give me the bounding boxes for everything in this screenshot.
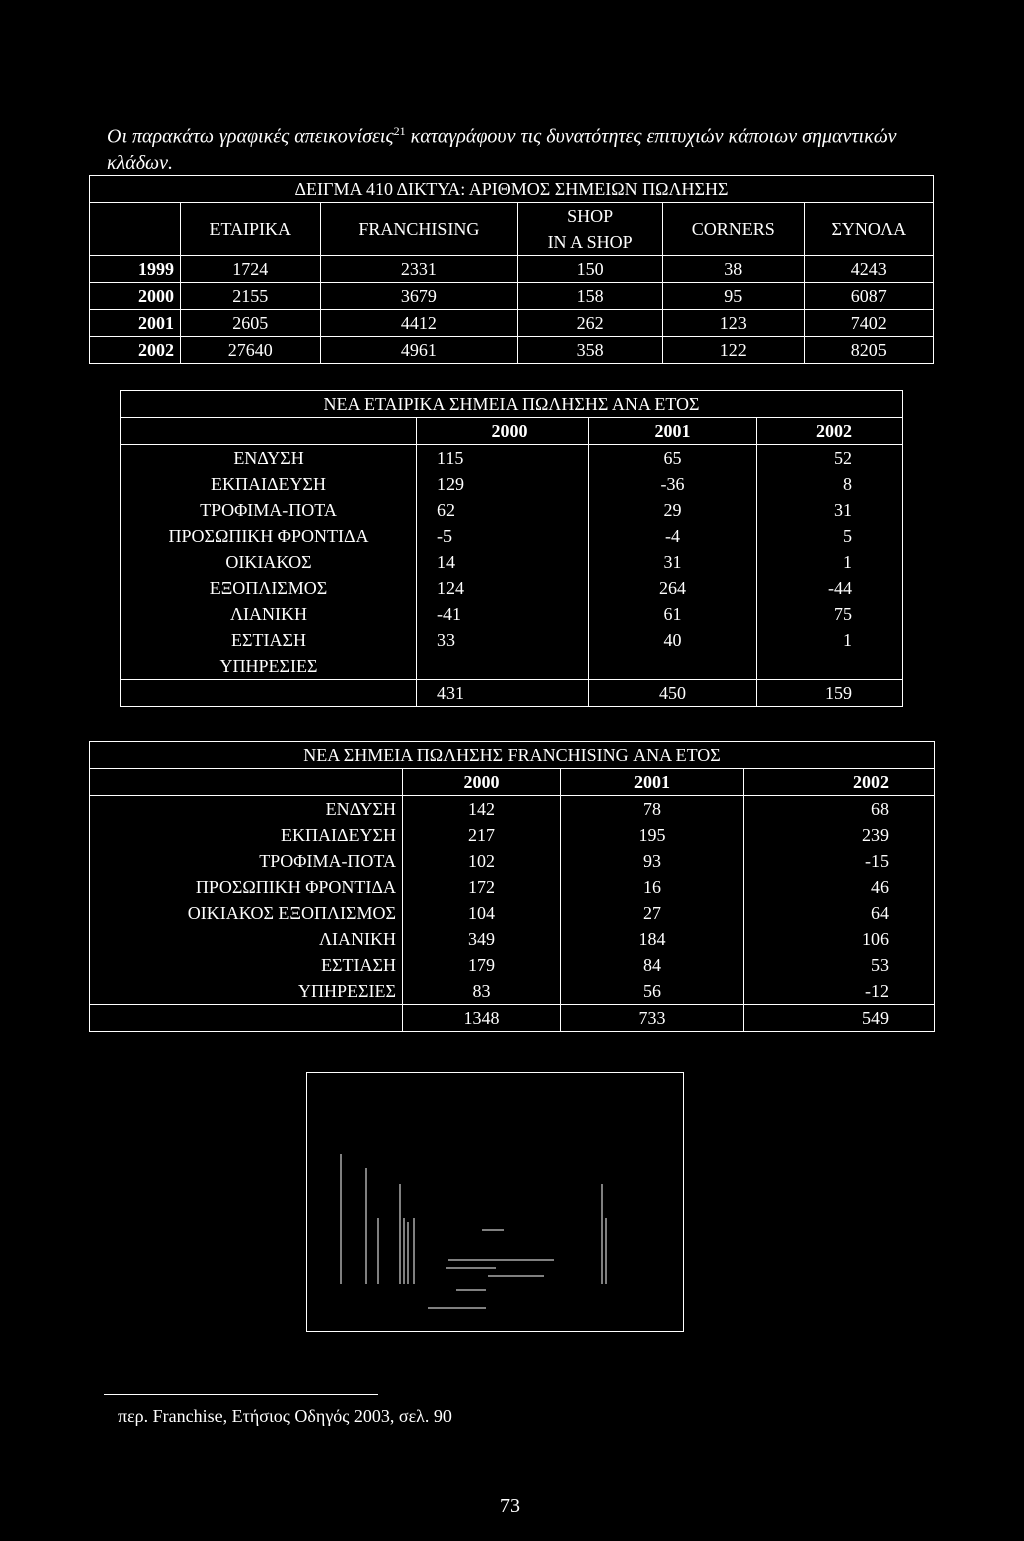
table3-cell: 27 bbox=[561, 900, 744, 926]
table2-row bbox=[121, 627, 903, 653]
table3-row bbox=[90, 822, 935, 848]
table3-row-label: ΟΙΚΙΑΚΟΣ ΕΞΟΠΛΙΣΜΟΣ bbox=[90, 900, 403, 926]
table1-cell: 4412 bbox=[320, 310, 518, 337]
table2-cell: 31 bbox=[589, 549, 757, 575]
table3-total: 733 bbox=[561, 1005, 744, 1032]
table1-cell: 150 bbox=[518, 256, 663, 283]
table3-cell: 217 bbox=[403, 822, 561, 848]
table2-row-label: ΕΚΠΑΙΔΕΥΣΗ bbox=[121, 471, 417, 497]
table2-row bbox=[121, 549, 903, 575]
table1-row bbox=[90, 337, 934, 364]
table2-cell: 264 bbox=[589, 575, 757, 601]
table3-cell: -15 bbox=[744, 848, 935, 874]
table3-row-label: ΕΝΔΥΣΗ bbox=[90, 796, 403, 823]
table3-cell: 104 bbox=[403, 900, 561, 926]
table2-cell: -36 bbox=[589, 471, 757, 497]
table2-cell: 115 bbox=[417, 445, 589, 472]
table1-cell: 4961 bbox=[320, 337, 518, 364]
table1-year: 2000 bbox=[90, 283, 181, 310]
table2-cell: 65 bbox=[589, 445, 757, 472]
table1-corner-cell bbox=[90, 203, 181, 256]
table3-cell: 142 bbox=[403, 796, 561, 823]
page-number: 73 bbox=[500, 1495, 520, 1517]
table1-cell: 4243 bbox=[804, 256, 933, 283]
table2-row-label: ΛΙΑΝΙΚΗ bbox=[121, 601, 417, 627]
table2-row-label: ΤΡΟΦΙΜΑ-ΠΟΤΑ bbox=[121, 497, 417, 523]
table3-cell: 239 bbox=[744, 822, 935, 848]
table2-row bbox=[121, 575, 903, 601]
table3-cell: -12 bbox=[744, 978, 935, 1005]
table2-year: 2000 bbox=[417, 418, 589, 445]
table1-header: FRANCHISING bbox=[320, 203, 518, 256]
table3-row-label: ΤΡΟΦΙΜΑ-ΠΟΤΑ bbox=[90, 848, 403, 874]
table3-cell: 93 bbox=[561, 848, 744, 874]
table2-cell: 124 bbox=[417, 575, 589, 601]
table3-row-label: ΕΣΤΙΑΣΗ bbox=[90, 952, 403, 978]
table2-row bbox=[121, 445, 903, 472]
table3-cell: 56 bbox=[561, 978, 744, 1005]
table3-cell: 78 bbox=[561, 796, 744, 823]
table1-header: ΕΤΑΙΡΙΚΑ bbox=[181, 203, 321, 256]
table3-cell: 179 bbox=[403, 952, 561, 978]
table3-cell: 68 bbox=[744, 796, 935, 823]
table1-cell: 158 bbox=[518, 283, 663, 310]
table2-total: 159 bbox=[757, 680, 903, 707]
table2-row-label: ΟΙΚΙΑΚΟΣ bbox=[121, 549, 417, 575]
table1-cell: 2331 bbox=[320, 256, 518, 283]
figure-marks bbox=[341, 1154, 606, 1308]
table1-cell: 358 bbox=[518, 337, 663, 364]
table3-title: ΝΕΑ ΣΗΜΕΙΑ ΠΩΛΗΣΗΣ FRANCHISING ΑΝΑ ΕΤΟΣ bbox=[90, 742, 935, 769]
table2-year: 2001 bbox=[589, 418, 757, 445]
table2-row bbox=[121, 653, 903, 680]
table2-cell: 1 bbox=[757, 627, 903, 653]
table2-cell: 129 bbox=[417, 471, 589, 497]
table1-year: 1999 bbox=[90, 256, 181, 283]
table3-cell: 64 bbox=[744, 900, 935, 926]
table2-cell: -41 bbox=[417, 601, 589, 627]
sales-points-table bbox=[89, 175, 934, 364]
table3-cell: 84 bbox=[561, 952, 744, 978]
table2-cell: 52 bbox=[757, 445, 903, 472]
table1-cell: 2155 bbox=[181, 283, 321, 310]
footnote-ref: 21 bbox=[393, 124, 406, 138]
table1-header: CORNERS bbox=[662, 203, 804, 256]
table3-row bbox=[90, 926, 935, 952]
table3-cell: 46 bbox=[744, 874, 935, 900]
table1-cell: 6087 bbox=[804, 283, 933, 310]
table3-cell: 106 bbox=[744, 926, 935, 952]
table3-cell: 184 bbox=[561, 926, 744, 952]
table3-row-label: ΕΚΠΑΙΔΕΥΣΗ bbox=[90, 822, 403, 848]
table2-row-label: ΥΠΗΡΕΣΙΕΣ bbox=[121, 653, 417, 680]
new-company-points-table bbox=[120, 390, 903, 707]
table2-cell: 5 bbox=[757, 523, 903, 549]
table2-row bbox=[121, 601, 903, 627]
table3-cell: 53 bbox=[744, 952, 935, 978]
table2-row-label: ΠΡΟΣΩΠΙΚΗ ΦΡΟΝΤΙΔΑ bbox=[121, 523, 417, 549]
table1-title: ΔΕΙΓΜΑ 410 ΔΙΚΤΥΑ: ΑΡΙΘΜΟΣ ΣΗΜΕΙΩΝ ΠΩΛΗΣΗΣ bbox=[90, 176, 934, 203]
table2-row bbox=[121, 471, 903, 497]
intro-text: Οι παρακάτω γραφικές απεικονίσεις bbox=[107, 125, 394, 148]
chart-figure bbox=[306, 1072, 684, 1332]
table1-cell: 123 bbox=[662, 310, 804, 337]
table1-year: 2002 bbox=[90, 337, 181, 364]
table2-cell: 14 bbox=[417, 549, 589, 575]
table2-cell: 61 bbox=[589, 601, 757, 627]
table2-cell: 40 bbox=[589, 627, 757, 653]
table3-cell: 16 bbox=[561, 874, 744, 900]
table3-cell: 102 bbox=[403, 848, 561, 874]
table2-cell: -5 bbox=[417, 523, 589, 549]
table2-cell: -4 bbox=[589, 523, 757, 549]
table3-row-label: ΠΡΟΣΩΠΙΚΗ ΦΡΟΝΤΙΔΑ bbox=[90, 874, 403, 900]
table2-cell bbox=[757, 653, 903, 680]
table3-corner-cell bbox=[90, 769, 403, 796]
table2-total-label bbox=[121, 680, 417, 707]
table3-total: 1348 bbox=[403, 1005, 561, 1032]
table2-row bbox=[121, 523, 903, 549]
table1-row bbox=[90, 310, 934, 337]
footnote: περ. Franchise, Ετήσιος Οδηγός 2003, σελ. 90 bbox=[118, 1406, 452, 1426]
table2-cell: 1 bbox=[757, 549, 903, 575]
table2-cell: 31 bbox=[757, 497, 903, 523]
table2-cell: 33 bbox=[417, 627, 589, 653]
table2-year: 2002 bbox=[757, 418, 903, 445]
intro-text-2: καταγράφουν τις δυνατότητες επιτυχιών κάποιων σημαντικών κλάδων. bbox=[107, 125, 897, 174]
table3-cell: 83 bbox=[403, 978, 561, 1005]
table1-header: ΣΥΝΟΛΑ bbox=[804, 203, 933, 256]
table2-cell bbox=[417, 653, 589, 680]
table1-year: 2001 bbox=[90, 310, 181, 337]
table3-cell: 349 bbox=[403, 926, 561, 952]
table1-cell: 1724 bbox=[181, 256, 321, 283]
table2-total: 450 bbox=[589, 680, 757, 707]
table1-cell: 8205 bbox=[804, 337, 933, 364]
table3-row-label: ΥΠΗΡΕΣΙΕΣ bbox=[90, 978, 403, 1005]
table1-cell: 7402 bbox=[804, 310, 933, 337]
table2-row bbox=[121, 497, 903, 523]
table3-row bbox=[90, 796, 935, 823]
table2-row-label: ΕΝΔΥΣΗ bbox=[121, 445, 417, 472]
table1-row bbox=[90, 256, 934, 283]
table3-total-label bbox=[90, 1005, 403, 1032]
table1-cell: 3679 bbox=[320, 283, 518, 310]
table2-row-label: ΕΞΟΠΛΙΣΜΟΣ bbox=[121, 575, 417, 601]
table2-cell: 62 bbox=[417, 497, 589, 523]
table2-title: ΝΕΑ ΕΤΑΙΡΙΚΑ ΣΗΜΕΙΑ ΠΩΛΗΣΗΣ ΑΝΑ ΕΤΟΣ bbox=[121, 391, 903, 418]
figure-frame bbox=[307, 1073, 684, 1332]
table3-cell: 172 bbox=[403, 874, 561, 900]
table3-row bbox=[90, 874, 935, 900]
table3-year: 2001 bbox=[561, 769, 744, 796]
table3-year: 2000 bbox=[403, 769, 561, 796]
table1-cell: 122 bbox=[662, 337, 804, 364]
table3-row bbox=[90, 978, 935, 1005]
table2-cell: 8 bbox=[757, 471, 903, 497]
table1-cell: 95 bbox=[662, 283, 804, 310]
table3-row bbox=[90, 900, 935, 926]
table2-cell: 75 bbox=[757, 601, 903, 627]
table3-row bbox=[90, 848, 935, 874]
table2-cell: 29 bbox=[589, 497, 757, 523]
table3-total: 549 bbox=[744, 1005, 935, 1032]
table1-cell: 38 bbox=[662, 256, 804, 283]
table2-row-label: ΕΣΤΙΑΣΗ bbox=[121, 627, 417, 653]
footnote-rule bbox=[104, 1394, 378, 1395]
intro-paragraph bbox=[107, 118, 937, 176]
table1-row bbox=[90, 283, 934, 310]
table2-cell: -44 bbox=[757, 575, 903, 601]
table3-cell: 195 bbox=[561, 822, 744, 848]
table2-cell bbox=[589, 653, 757, 680]
table1-header: SHOP IN A SHOP bbox=[518, 203, 663, 256]
table1-cell: 2605 bbox=[181, 310, 321, 337]
new-franchising-points-table bbox=[89, 741, 935, 1032]
table2-corner-cell bbox=[121, 418, 417, 445]
table2-total: 431 bbox=[417, 680, 589, 707]
table3-year: 2002 bbox=[744, 769, 935, 796]
table3-row bbox=[90, 952, 935, 978]
table3-row-label: ΛΙΑΝΙΚΗ bbox=[90, 926, 403, 952]
table1-cell: 27640 bbox=[181, 337, 321, 364]
table1-cell: 262 bbox=[518, 310, 663, 337]
